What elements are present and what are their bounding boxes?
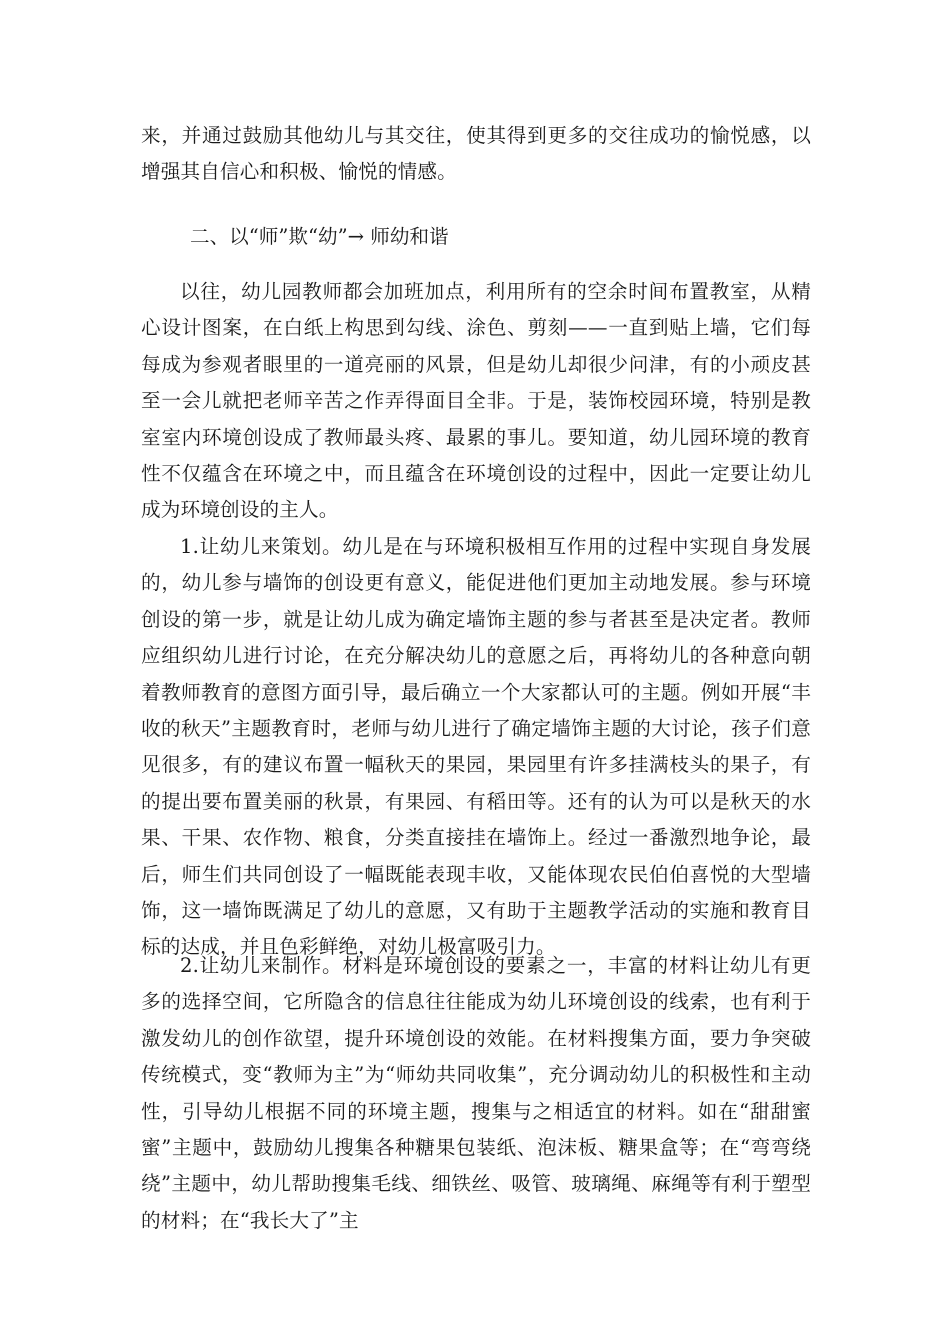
paragraph-continuation: 来，并通过鼓励其他幼儿与其交往，使其得到更多的交往成功的愉悦感，以增强其自信心和积极、愉悦的情感。: [141, 124, 811, 184]
paragraph-intro: 以往，幼儿园教师都会加班加点，利用所有的空余时间布置教室，从精心设计图案，在白纸上构思到勾线、涂色、剪刻——一直到贴上墙，它们每每成为参观者眼里的一道亮丽的风景，但是幼儿却很少问津，有的小顽皮甚至一会儿就把老师辛苦之作弄得面目全非。于是，装饰校园环境，特别是教室室内环境创设成了教师最头疼、最累的事儿。要知道，幼儿园环境的教育性不仅蕴含在环境之中，而且蕴含在环境创设的过程中，因此一定要让幼儿成为环境创设的主人。: [141, 280, 811, 522]
paragraph-making: 2.让幼儿来制作。材料是环境创设的要素之一，丰富的材料让幼儿有更多的选择空间，它所隐含的信息往往能成为幼儿环境创设的线索，也有利于激发幼儿的创作欲望，提升环境创设的效能。在材料搜集方面，要力争突破传统模式，变“教师为主”为“师幼共同收集”，充分调动幼儿的积极性和主动性，引导幼儿根据不同的环境主题，搜集与之相适宜的材料。如在“甜甜蜜蜜”主题中，鼓励幼儿搜集各种糖果包装纸、泡沫板、糖果盒等；在“弯弯绕绕”主题中，幼儿帮助搜集毛线、细铁丝、吸管、玻璃绳、麻绳等有利于塑型的材料；在“我长大了”主: [141, 954, 811, 1232]
section-heading: 二、以“师”欺“幼”→ 师幼和谐: [190, 225, 449, 248]
paragraph-planning: 1.让幼儿来策划。幼儿是在与环境积极相互作用的过程中实现自身发展的，幼儿参与墙饰的创设更有意义，能促进他们更加主动地发展。参与环境创设的第一步，就是让幼儿成为确定墙饰主题的参与者甚至是决定者。教师应组织幼儿进行讨论，在充分解决幼儿的意愿之后，再将幼儿的各种意向朝着教师教育的意图方面引导，最后确立一个大家都认可的主题。例如开展“丰收的秋天”主题教育时，老师与幼儿进行了确定墙饰主题的大讨论，孩子们意见很多，有的建议布置一幅秋天的果园，果园里有许多挂满枝头的果子，有的提出要布置美丽的秋景，有果园、有稻田等。还有的认为可以是秋天的水果、干果、农作物、粮食，分类直接挂在墙饰上。经过一番激烈地争论，最后，师生们共同创设了一幅既能表现丰收，又能体现农民伯伯喜悦的大型墙饰，这一墙饰既满足了幼儿的意愿，又有助于主题教学活动的实施和教育目标的达成，并且色彩鲜绝，对幼儿极富吸引力。: [141, 535, 811, 959]
